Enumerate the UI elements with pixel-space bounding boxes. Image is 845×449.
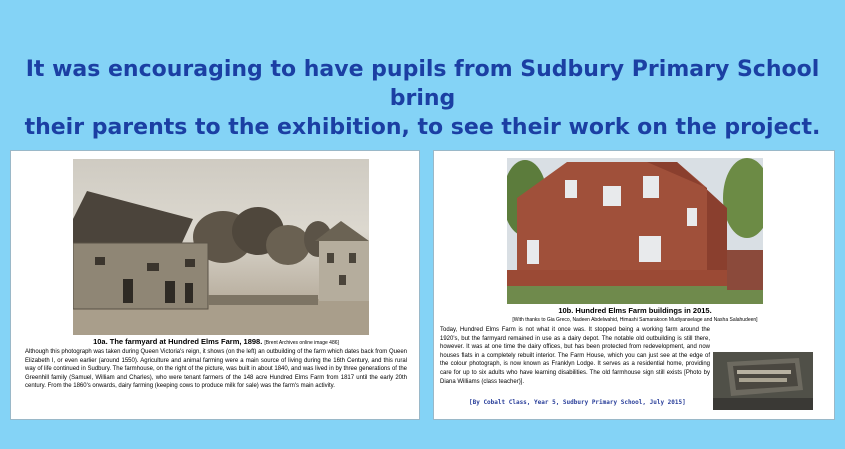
description-text: Today, Hundred Elms Farm is not what it once was. It stopped being a working farm around the 1920's, but the farmyard remained in use as a dairy depot. The notable old outbuilding is still there, however. It was at one time the dairy offices, but has been protected from redevelopment, and now houses flats in a completely rebuilt interior. The Farm House, which you can just see at the edge of the colour photograph, is now known as Franklyn Lodge. It serves as a residential home, providing care for up to six adults who have learning disabilities. The old farmhouse sign still exists [Photo by Diana Williams (class teacher)]. bbox=[440, 327, 710, 385]
farm-buildings-2015-photo bbox=[507, 158, 763, 304]
headline bbox=[0, 55, 845, 142]
caption-source: [Brent Archives online image 486] bbox=[264, 340, 339, 346]
farmyard-1898-photo bbox=[73, 159, 369, 335]
farm-buildings-2015-panel bbox=[433, 150, 835, 420]
farm-buildings-2015-caption: 10b. Hundred Elms Farm buildings in 2015. bbox=[558, 306, 712, 315]
headline-line-1: It was encouraging to have pupils from Sudbury Primary School bring bbox=[25, 57, 820, 111]
farmyard-1898-caption bbox=[11, 337, 421, 346]
farmyard-1898-description: Although this photograph was taken during Queen Victoria's reign, it shows (on the left) an outbuilding of the farm which dates back from Queen Elizabeth I, or even earlier (around 1550). Agriculture and animal farming were a main source of living during the 16th Century, and this rural way of life continued in Sudbury. The farmhouse, on the right of the picture, was built in about 1840, and was lived in by three generations of the Greenhill family (Samuel, William and Charles), who were tenant farmers of the 148 acre Hundred Elms Farm from 1817 until the early 20th century. From the 1860's onwards, dairy farming (keeping cows to produce milk for sale) was the farm's main activity. bbox=[25, 349, 407, 390]
caption-title: 10a. The farmyard at Hundred Elms Farm, 1898. bbox=[93, 337, 263, 346]
headline-line-2: their parents to the exhibition, to see their work on the project. bbox=[24, 115, 821, 140]
farmyard-1898-panel bbox=[10, 150, 420, 420]
acknowledgements: [With thanks to Gia Greco, Nadeen Abdelwahid, Himashi Samarakoon Mudiyanselage and Nasha Salahudeen] bbox=[512, 317, 758, 323]
class-credit: [By Cobalt Class, Year 5, Sudbury Primary School, July 2015] bbox=[469, 399, 686, 406]
farmhouse-sign-photo bbox=[713, 352, 813, 410]
